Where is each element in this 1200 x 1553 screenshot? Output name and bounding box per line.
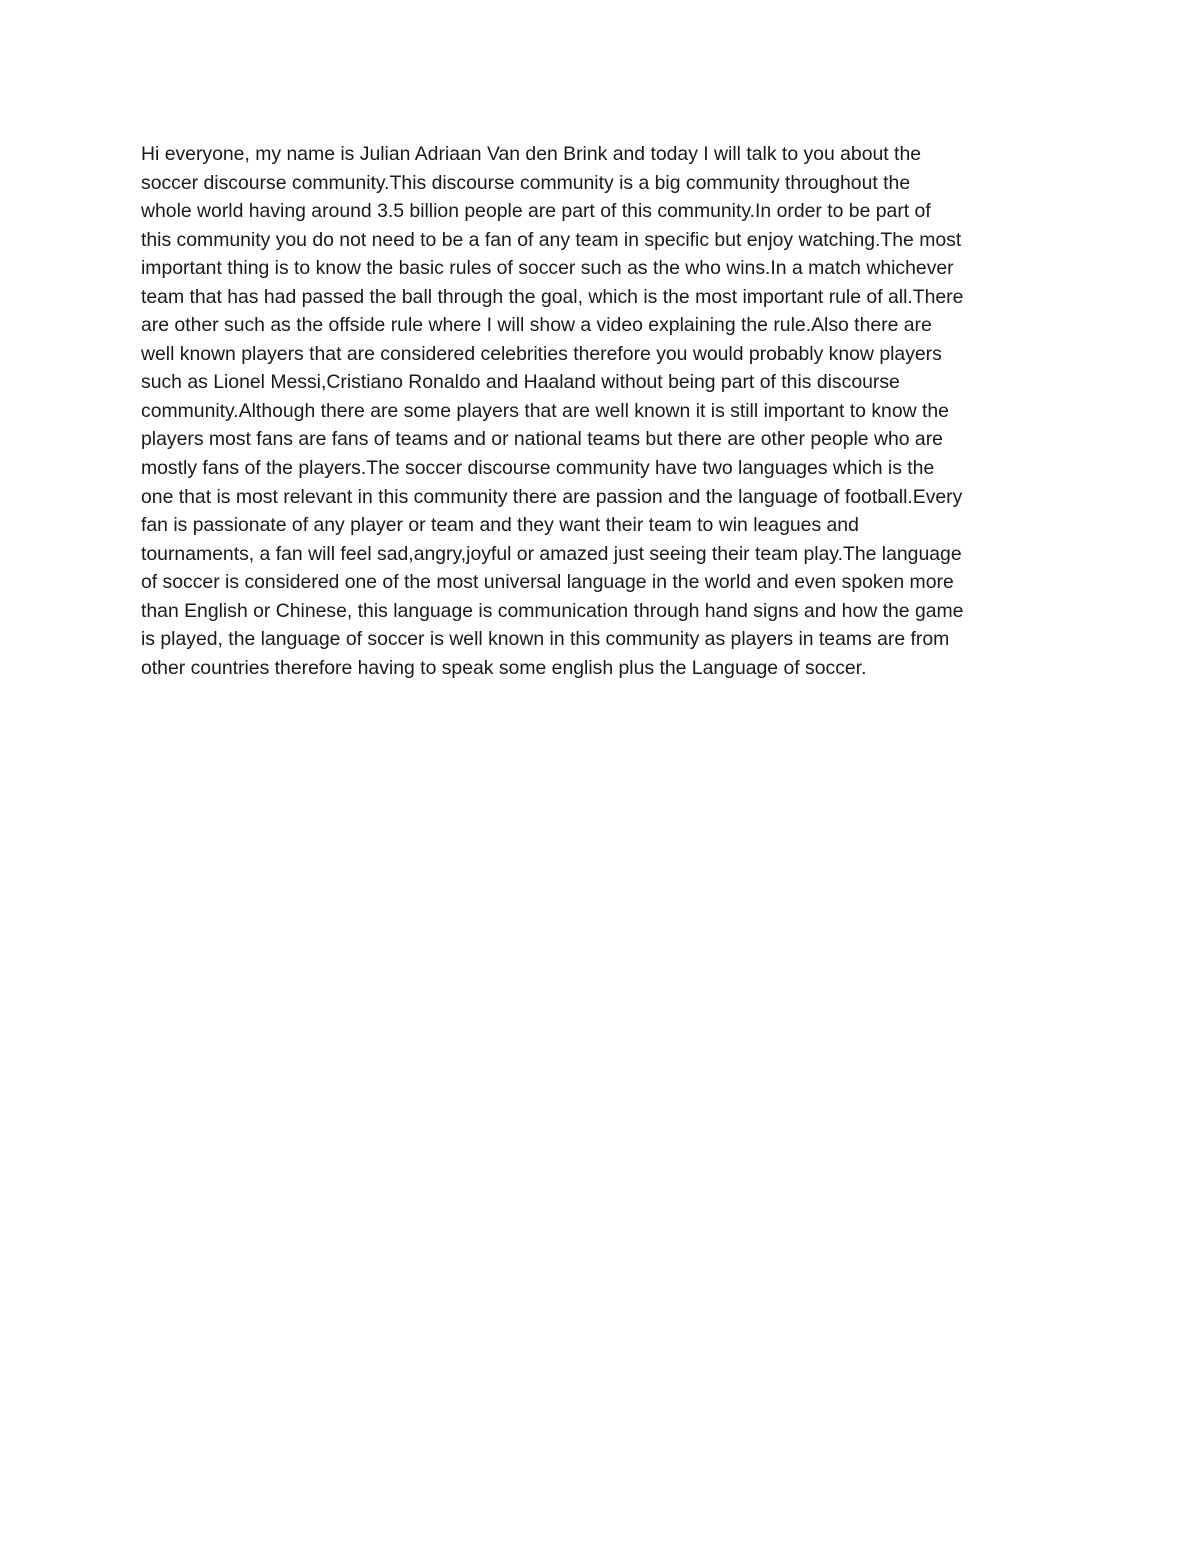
paragraph-line: such as Lionel Messi,Cristiano Ronaldo and Haaland without being part of this discourse [141, 371, 900, 394]
paragraph-line: Hi everyone, my name is Julian Adriaan Van den Brink and today I will talk to you about the [141, 143, 922, 165]
paragraph-line: players most fans are fans of teams and or national teams but there are other people who are [141, 428, 943, 451]
paragraph-line: tournaments, a fan will feel sad,angry,joyful or amazed just seeing their team play.The language [141, 542, 962, 565]
paragraph-line: team that has had passed the ball through the goal, which is the most important rule of all.There [141, 285, 964, 308]
paragraph-line: one that is most relevant in this community there are passion and the language of football.Every [141, 485, 963, 508]
paragraph-line: mostly fans of the players.The soccer discourse community have two languages which is the [141, 457, 935, 480]
paragraph-line: well known players that are considered celebrities therefore you would probably know players [141, 342, 942, 365]
paragraph-line: important thing is to know the basic rules of soccer such as the who wins.In a match whichever [141, 257, 954, 280]
paragraph-line: other countries therefore having to speak some english plus the Language of soccer. [141, 656, 867, 679]
paragraph-line: whole world having around 3.5 billion people are part of this community.In order to be part of [141, 200, 931, 223]
paragraph-line: than English or Chinese, this language is communication through hand signs and how the game [141, 599, 964, 622]
paragraph-line: this community you do not need to be a fan of any team in specific but enjoy watching.The most [141, 228, 962, 251]
paragraph-line: fan is passionate of any player or team and they want their team to win leagues and [141, 514, 859, 537]
paragraph-line: is played, the language of soccer is well known in this community as players in teams are from [141, 628, 950, 651]
paragraph-line: community.Although there are some players that are well known it is still important to know the [141, 399, 949, 422]
paragraph-line: are other such as the offside rule where I will show a video explaining the rule.Also there are [141, 314, 932, 337]
paragraph-line: soccer discourse community.This discourse community is a big community throughout the [141, 171, 911, 194]
paragraph-line: of soccer is considered one of the most universal language in the world and even spoken more [141, 571, 954, 594]
body-paragraph [141, 140, 1071, 682]
